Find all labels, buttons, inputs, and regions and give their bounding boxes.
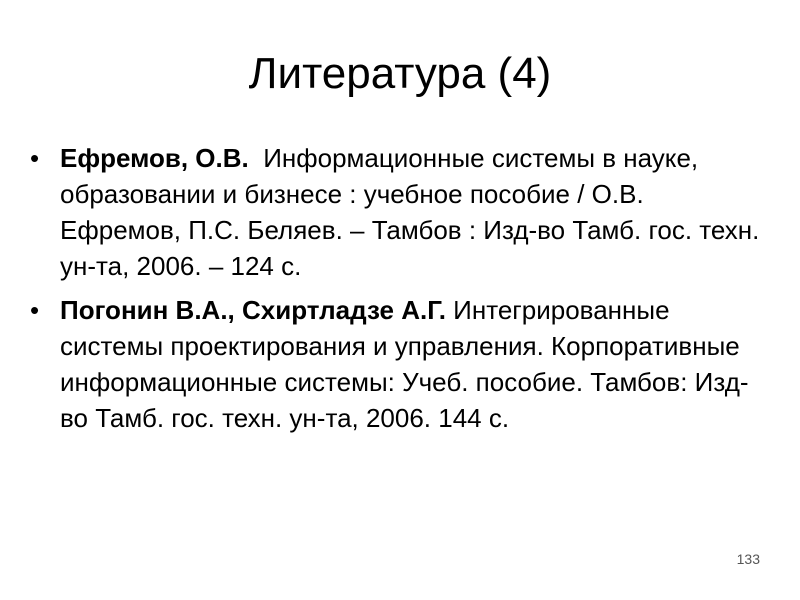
reference-item (30, 292, 770, 436)
page-number: 133 (736, 551, 760, 567)
bullet-icon: • (30, 143, 40, 173)
bullet-icon: • (30, 295, 40, 325)
reference-text: Информационные системы в науке, образовании и бизнесе : учебное пособие / О.В. Ефремов, П.С. Беляев. – Тамбов : Изд-во Тамб. гос. техн. ун-та, 2006. – 124 с. (60, 143, 760, 281)
reference-author: Погонин В.А., Схиртладзе А.Г. (60, 295, 446, 325)
reference-text: Интегрированные системы проектирования и управления. Корпоративные информационные системы: Учеб. пособие. Тамбов: Изд-во Тамб. гос. техн. ун-та, 2006. 144 с. (60, 295, 749, 433)
reference-author: Ефремов, О.В. (60, 143, 249, 173)
slide-title: Литература (4) (248, 49, 552, 98)
reference-list (30, 140, 770, 444)
reference-item (30, 140, 770, 284)
